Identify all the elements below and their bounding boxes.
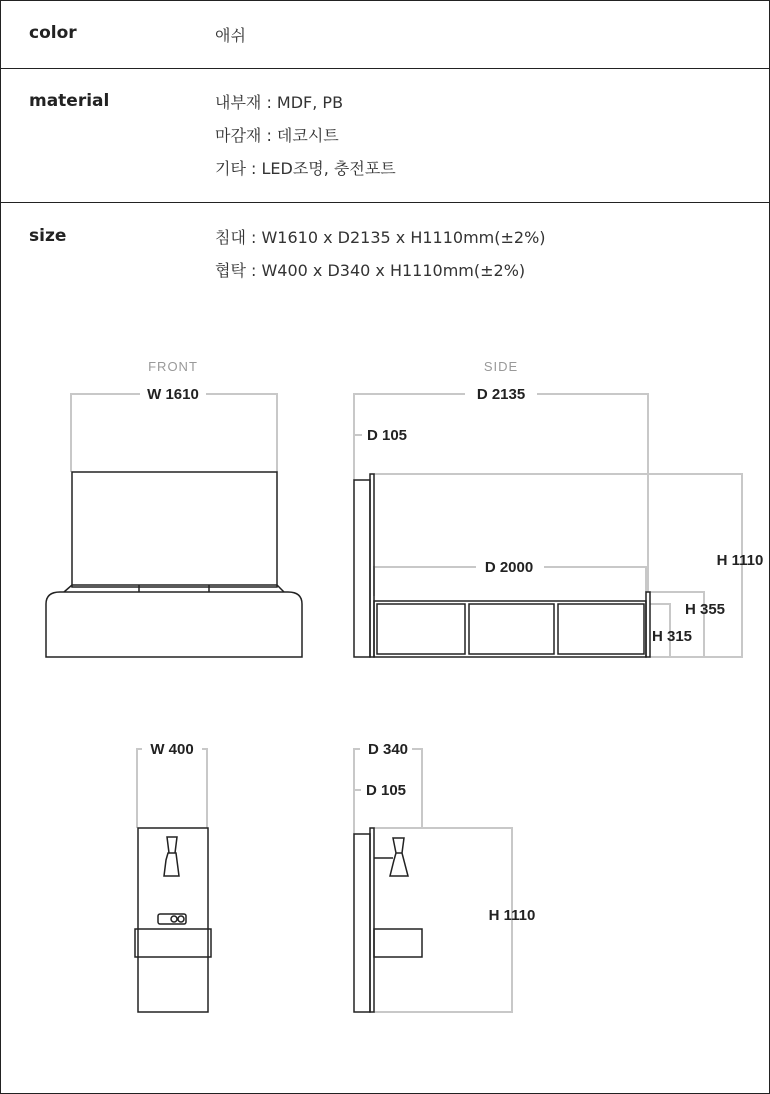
size-line: 침대 : W1610 x D2135 x H1110mm(±2%) [215,228,546,247]
bed-front-view [46,359,302,657]
table-back-side [354,834,370,1012]
table-width-label: W 400 [150,741,194,758]
port-icon [178,916,184,922]
material-line: 내부재 : MDF, PB [215,93,344,112]
size-line: 협탁 : W400 x D340 x H1110mm(±2%) [215,261,526,280]
table-shelf [135,929,211,957]
table-depth-label: D 340 [367,741,409,758]
footboard [646,592,650,657]
bed-frame-side [374,601,646,657]
color-value: 애쉬 [215,26,246,45]
table-height-label: H 1110 [488,907,536,924]
front-caption: FRONT [148,359,198,374]
material-label: material [29,91,110,111]
bed-base [46,592,302,657]
table-body [138,828,208,1012]
table-panel-side [370,828,374,1012]
lamp-icon [164,837,179,876]
bed-depth-label: D 2135 [476,386,526,403]
lamp-side-icon [390,838,408,876]
frame-height-label: H 355 [684,601,726,618]
table-front-view [135,741,211,1012]
headboard-depth-label: D 105 [367,427,408,444]
material-line: 기타 : LED조명, 충전포트 [215,159,396,178]
color-label: color [29,23,77,43]
bed-pillows [64,585,284,592]
headboard-side [354,480,370,657]
drawer [558,604,644,654]
table-shelf-side [374,929,422,957]
side-caption: SIDE [483,359,519,374]
bed-headboard [72,472,277,587]
table-side-view [354,741,535,1012]
drawer [377,604,465,654]
back-depth-label: D 105 [366,782,407,799]
drawer-height-label: H 315 [651,628,693,645]
table-width-dim-line [137,749,207,828]
port-icon [171,916,177,922]
material-line: 마감재 : 데코시트 [215,126,339,145]
bed-height-label: H 1110 [716,552,764,569]
bed-width-label: W 1610 [147,386,199,403]
bed-side-view [354,359,763,657]
pillow-divider [139,585,209,592]
drawer [469,604,554,654]
size-label: size [29,226,67,246]
width-dim-line [71,394,277,472]
inner-depth-label: D 2000 [484,559,534,576]
